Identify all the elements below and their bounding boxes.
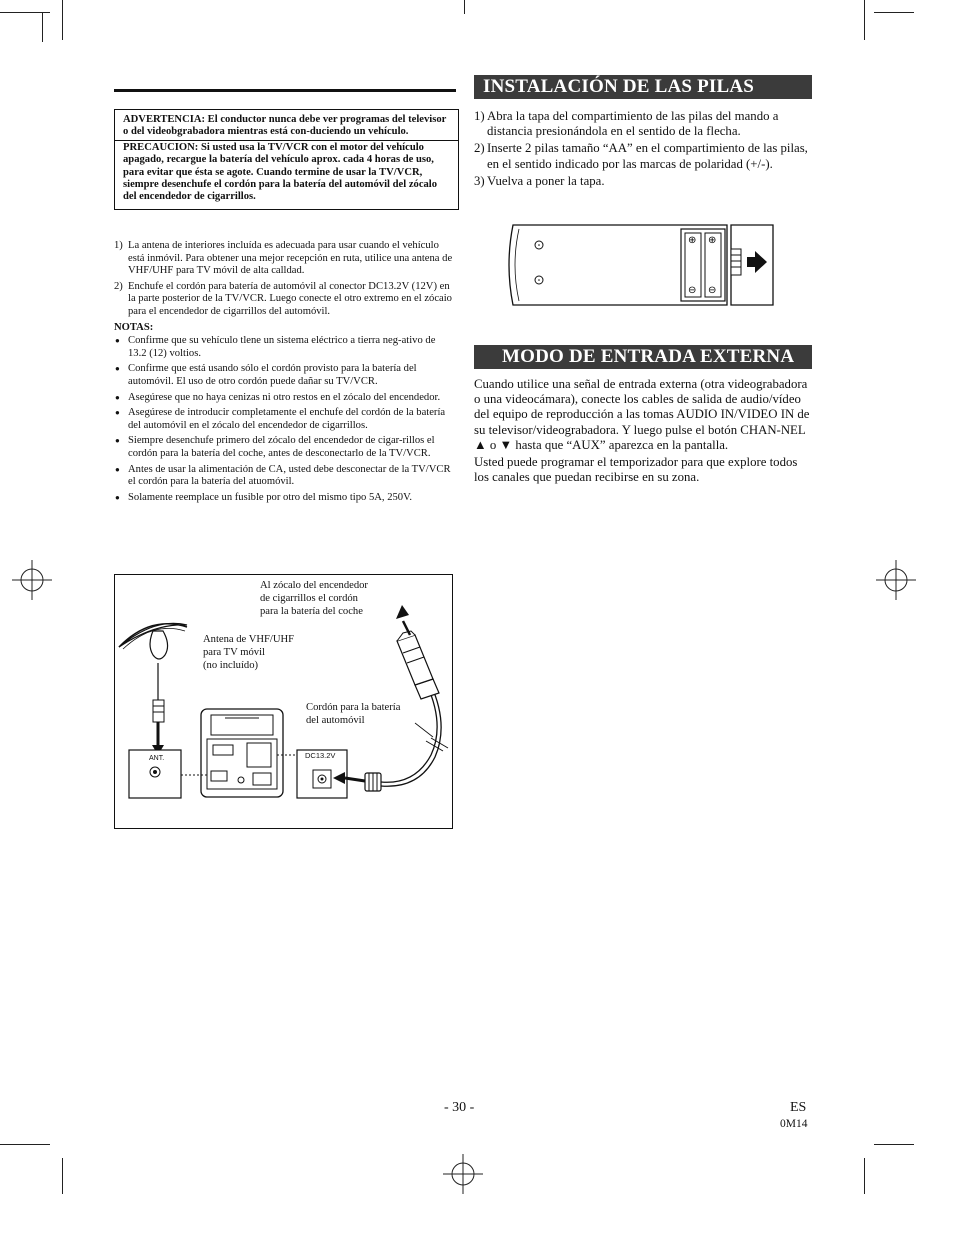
crop-mark bbox=[0, 1144, 50, 1145]
crop-mark bbox=[0, 12, 50, 13]
step-item bbox=[114, 240, 456, 278]
battery-step-text: Inserte 2 pilas tamaño “AA” en el compartimiento de las pilas, en el sentido indicado por las marcas de polaridad (+/-). bbox=[487, 141, 808, 171]
battery-step-number: 3) bbox=[474, 173, 485, 188]
label-dc-jack: DC13.2V bbox=[305, 751, 336, 760]
note-item: ● Confirme que su vehículo tlene un sistema eléctrico a tierra neg-ativo de 13.2 (12) voltios. bbox=[114, 335, 456, 360]
step-number: 1) bbox=[114, 240, 123, 251]
label-socket: Al zócalo del encendedor de cigarrillos el cordón para la batería del coche bbox=[260, 580, 368, 617]
step-text: Enchufe el cordón para batería de automóvil al conector DC13.2V (12V) en la parte posterior de la TV/VCR. Luego conecte el otro extremo en el zócaio para el encendedor de cigarrillos del automóvil. bbox=[128, 280, 452, 317]
note-item: ● Asegúrese que no haya cenizas ni otro restos en el zócalo del encendedor. bbox=[114, 392, 456, 405]
note-item: ● Antes de usar la alimentación de CA, usted debe desconectar de la TV/VCR el cordón para la batería del atuomóvil. bbox=[114, 464, 456, 489]
left-body bbox=[114, 240, 456, 507]
label-antenna: Antena de VHF/UHF para TV móvil (no incluído) bbox=[203, 634, 295, 671]
document-code: 0M14 bbox=[780, 1118, 808, 1130]
registration-mark-bottom bbox=[443, 1154, 483, 1194]
remote-battery-illustration bbox=[505, 221, 779, 307]
svg-text:⊕: ⊕ bbox=[688, 235, 697, 246]
battery-step-text: Vuelva a poner la tapa. bbox=[487, 173, 605, 188]
crop-mark bbox=[864, 1158, 865, 1194]
battery-step-text: Abra la tapa del compartimiento de las pilas del mando a distancia presionándola en el sentido de la flecha. bbox=[487, 109, 779, 139]
note-item: ● Solamente reemplace un fusible por otro del mismo tipo 5A, 250V. bbox=[114, 492, 456, 505]
left-header-rule bbox=[114, 89, 456, 92]
crop-mark bbox=[874, 1144, 914, 1145]
note-item: ● Asegúrese de introducir completamente el enchufe del cordón de la batería del automóvil en el zócalo del encendedor de cigarrillos. bbox=[114, 407, 456, 432]
language-code: ES bbox=[790, 1100, 807, 1115]
connection-diagram bbox=[114, 574, 453, 829]
label-ant-jack: ANT. bbox=[149, 755, 165, 762]
battery-step bbox=[474, 109, 811, 139]
crop-mark bbox=[62, 1158, 63, 1194]
warning-advertencia: ADVERTENCIA: El conductor nunca debe ver programas del televisor o del videobgrabadora mientras está con-duciendo un vehículo. bbox=[123, 114, 447, 138]
svg-text:⊖: ⊖ bbox=[688, 285, 697, 296]
notes-title: NOTAS: bbox=[114, 321, 154, 333]
step-text: La antena de interiores incluída es adecuada para usar cuando el vehículo está inmóvil. Para obtener una mejor recepción en ruta, utilice una antena de VHF/UHF para TV móvil de alta calldad. bbox=[128, 240, 453, 277]
svg-text:⊖: ⊖ bbox=[708, 285, 717, 296]
crop-mark bbox=[864, 0, 865, 40]
warning-box bbox=[114, 109, 459, 210]
crop-mark bbox=[42, 12, 43, 42]
svg-text:⊕: ⊕ bbox=[708, 235, 717, 246]
section-title-batteries: INSTALACIÓN DE LAS PILAS bbox=[474, 75, 812, 99]
battery-steps bbox=[474, 109, 811, 191]
crop-mark bbox=[62, 0, 63, 40]
external-body bbox=[474, 377, 811, 487]
battery-step bbox=[474, 174, 811, 189]
remote-control-icon bbox=[505, 221, 779, 307]
warning-divider bbox=[115, 140, 458, 141]
battery-step-number: 1) bbox=[474, 109, 485, 123]
crop-mark bbox=[874, 12, 914, 13]
section-title-external: MODO DE ENTRADA EXTERNA bbox=[493, 345, 812, 369]
crop-mark bbox=[464, 0, 465, 14]
note-item: ● Confirme que está usando sólo el cordón provisto para la batería del automóvil. El uso de otro cordón puede dañar su TV/VCR. bbox=[114, 363, 456, 388]
external-paragraph-1: Cuando utilice una señal de entrada externa (otra videograbadora o una videocámara), conecte los cables de salida de audio/vídeo del equipo de reproducción a las tomas AUDIO IN/VIDEO IN de su televisor/videograbadora. Y luego pulse el botón CHAN-NEL ▲ o ▼ hasta que “AUX” aparezca en la pantalla. bbox=[474, 377, 810, 452]
label-cord: Cordón para la batería del automóvil bbox=[306, 702, 401, 726]
step-item bbox=[114, 281, 456, 319]
step-number: 2) bbox=[114, 280, 123, 292]
registration-mark-left bbox=[12, 560, 52, 600]
section-title-external-tab bbox=[474, 345, 493, 369]
battery-step-number: 2) bbox=[474, 141, 485, 156]
external-paragraph-2: Usted puede programar el temporizador para que explore todos los canales que puedan recibirse en su zona. bbox=[474, 455, 798, 485]
battery-step bbox=[474, 141, 811, 171]
warning-precaucion: PRECAUCION: Si usted usa la TV/VCR con el motor del vehículo apagado, recargue la batería del vehículo aprox. cada 4 horas de uso, para evitar que ésta se agote. Cuando termine de usar la TV/VCR, siempre desenchufe el cordón para la batería del automóvil del zócalo del encendedor de cigarrillos. bbox=[123, 141, 438, 203]
registration-mark-right bbox=[876, 560, 916, 600]
note-item: ● Siempre desenchufe primero del zócalo del encendedor de cigar-rillos el cordón para la batería del coche, antes de desconectarlo de la TV/VCR. bbox=[114, 435, 456, 460]
page-number: - 30 - bbox=[444, 1100, 475, 1115]
